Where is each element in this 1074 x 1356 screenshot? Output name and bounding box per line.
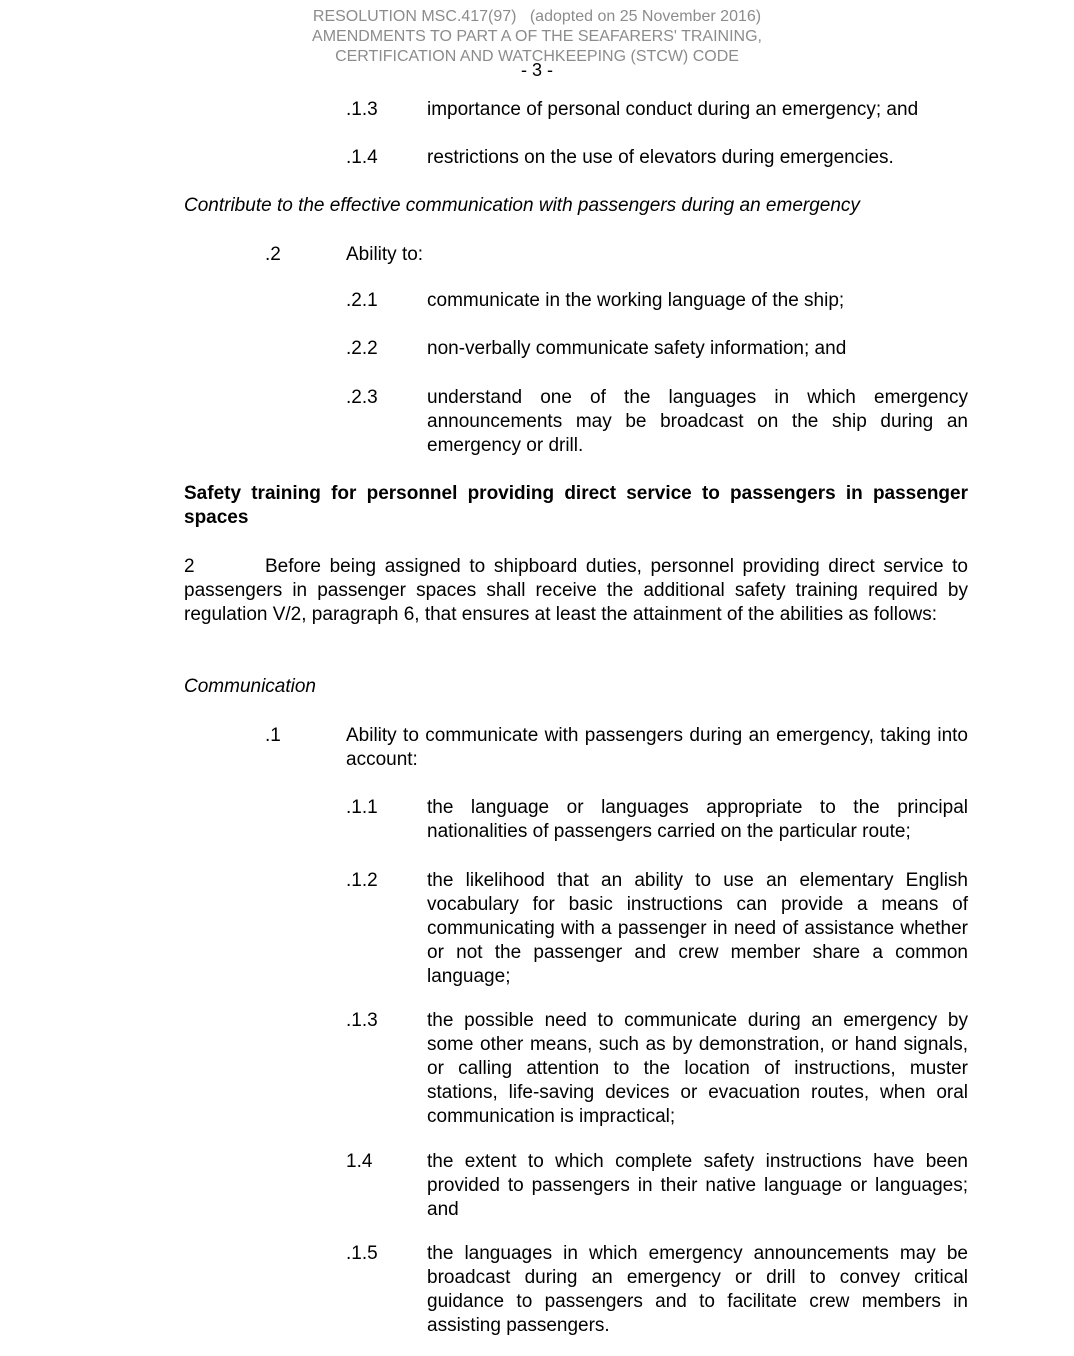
- item-text: the language or languages appropriate to the principal nationalities of passengers carried on the particular route;: [427, 797, 968, 842]
- item-text: non-verbally communicate safety information; and: [427, 338, 847, 359]
- item-number: .1.3: [346, 99, 378, 120]
- item-text: understand one of the languages in which emergency announcements may be broadcast on the ship during an emergency or drill.: [427, 387, 968, 456]
- item-number: .1.4: [346, 147, 378, 168]
- item-text: communicate in the working language of the ship;: [427, 290, 845, 311]
- header-line-1: RESOLUTION MSC.417(97) (adopted on 25 November 2016): [312, 8, 762, 25]
- header-line-3: CERTIFICATION AND WATCHKEEPING (STCW) CODE: [335, 48, 739, 65]
- item-text: the extent to which complete safety instructions have been provided to passengers in their native language or languages; and: [427, 1151, 968, 1220]
- item-text: importance of personal conduct during an emergency; and: [427, 99, 919, 120]
- item-number: .1.2: [346, 870, 378, 891]
- item-number: .2.1: [346, 290, 378, 311]
- item-number: .1.5: [346, 1243, 378, 1264]
- paragraph-number: 2: [184, 556, 195, 577]
- subheading-communication: Communication: [184, 676, 316, 697]
- paragraph-2: [184, 555, 968, 627]
- subheading-contribute: Contribute to the effective communication with passengers during an emergency: [184, 195, 860, 216]
- item-text: the likelihood that an ability to use an elementary English vocabulary for basic instructions can provide a means of communicating with a passenger in need of assistance whether or not the passenger and crew member share a common language;: [427, 870, 968, 987]
- ability-number: .2: [265, 244, 281, 265]
- item-text: restrictions on the use of elevators during emergencies.: [427, 147, 894, 168]
- item-number: 1.4: [346, 1151, 373, 1172]
- item-number: .1.3: [346, 1010, 378, 1031]
- ability-text: Ability to communicate with passengers during an emergency, taking into account:: [346, 725, 968, 770]
- item-text: the possible need to communicate during an emergency by some other means, such as by demonstration, or hand signals, or calling attention to the location of instructions, muster stations, life-saving devices or evacuation routes, when oral communication is impractical;: [427, 1010, 968, 1127]
- ability-text: Ability to:: [346, 244, 424, 265]
- item-number: .2.3: [346, 387, 378, 408]
- section-heading: Safety training for personnel providing direct service to passengers in passenger spaces: [184, 483, 968, 528]
- ability-number: .1: [265, 725, 281, 746]
- paragraph-text: Before being assigned to shipboard duties, personnel providing direct service to passengers in passenger spaces shall receive the additional safety training required by regulation V/2, paragraph 6, that ensures at least the attainment of the abilities as follows:: [184, 556, 968, 625]
- page-number: - 3 -: [520, 60, 553, 80]
- item-number: .2.2: [346, 338, 378, 359]
- item-number: .1.1: [346, 797, 378, 818]
- header-line-2: AMENDMENTS TO PART A OF THE SEAFARERS' TRAINING,: [312, 28, 762, 45]
- item-text: the languages in which emergency announcements may be broadcast during an emergency or drill to convey critical guidance to passengers and to facilitate crew members in assisting passengers.: [427, 1243, 968, 1336]
